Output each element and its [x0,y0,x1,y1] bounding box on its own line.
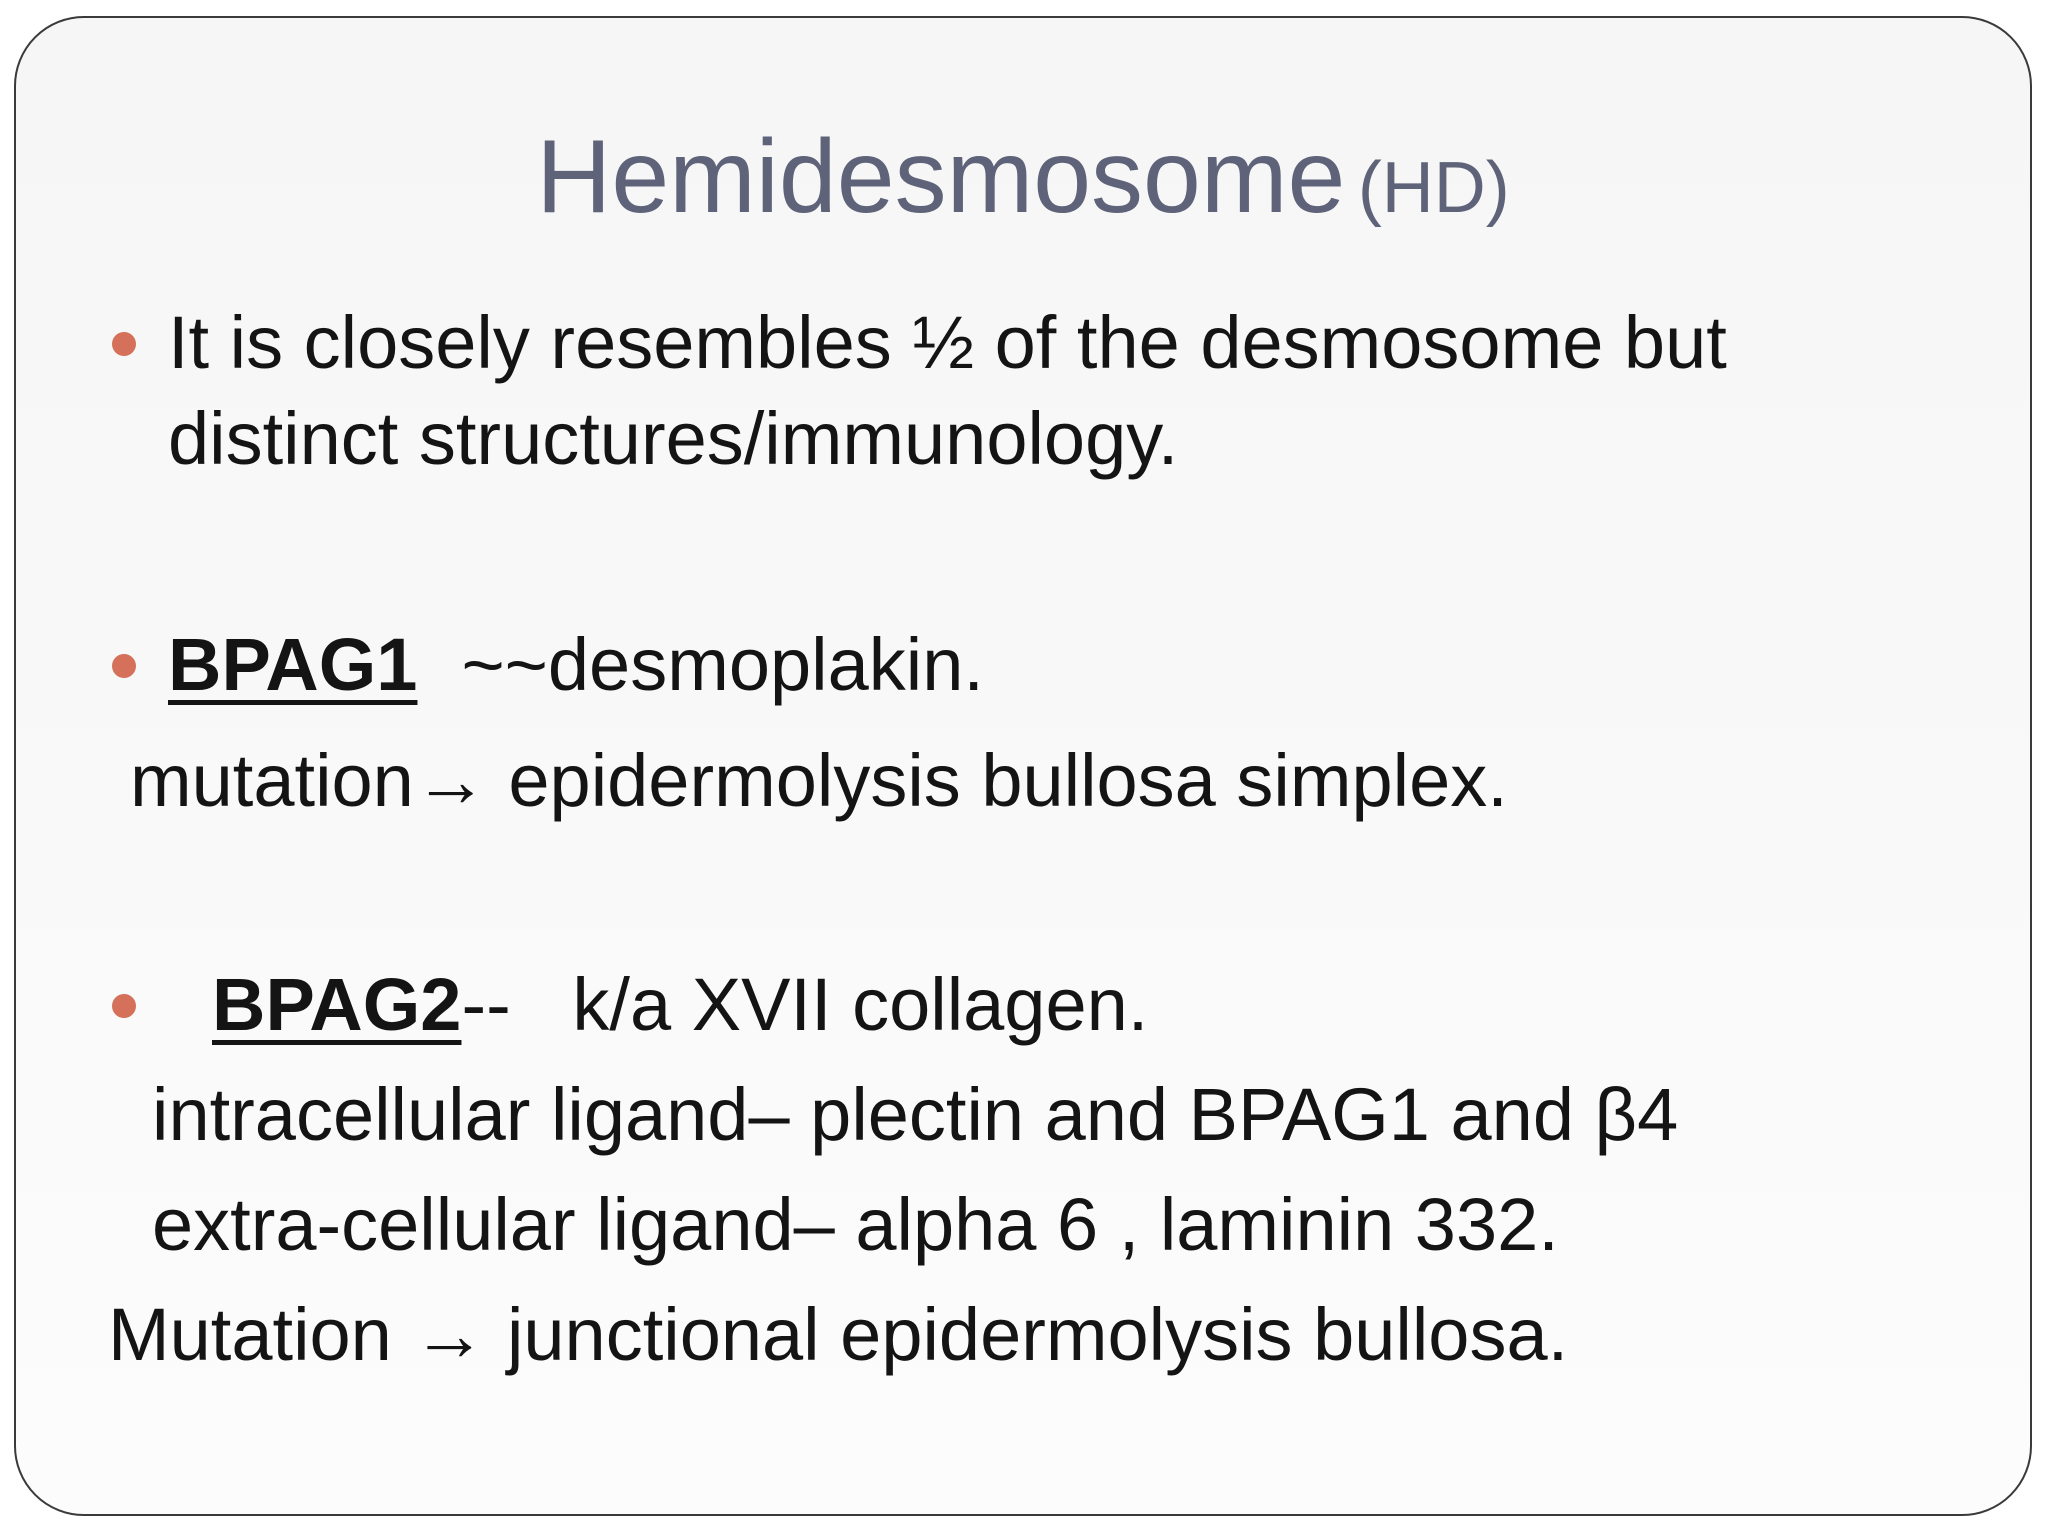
bullet-dot-1 [112,332,136,356]
slide [14,16,2032,1516]
bullet-dot-3 [112,994,136,1018]
bpag1-mutation-line: mutation→ epidermolysis bullosa simplex. [130,739,1508,822]
bpag2-desc: -- k/a XVII collagen. [461,963,1149,1046]
bpag1-term: BPAG1 [168,623,418,706]
bullet-1-line-2: distinct structures/immunology. [168,397,1179,480]
bullet-2-line [168,623,984,706]
slide-title [16,118,2030,237]
title-abbreviation: (HD) [1357,148,1510,228]
bpag2-mutation-line: Mutation → junctional epidermolysis bullosa. [108,1293,1569,1376]
bpag1-desc: ~~desmoplakin. [461,623,984,706]
bullet-dot-2 [112,654,136,678]
bullet-3-line [212,963,1149,1046]
bullet-1-line-1: It is closely resembles ½ of the desmosome but [168,301,1727,384]
bpag2-extracellular-line: extra-cellular ligand– alpha 6 , laminin 332. [152,1183,1559,1266]
bpag2-intracellular-line: intracellular ligand– plectin and BPAG1 and β4 [152,1073,1679,1156]
bpag2-term: BPAG2 [212,963,462,1046]
title-text: Hemidesmosome [536,119,1346,235]
